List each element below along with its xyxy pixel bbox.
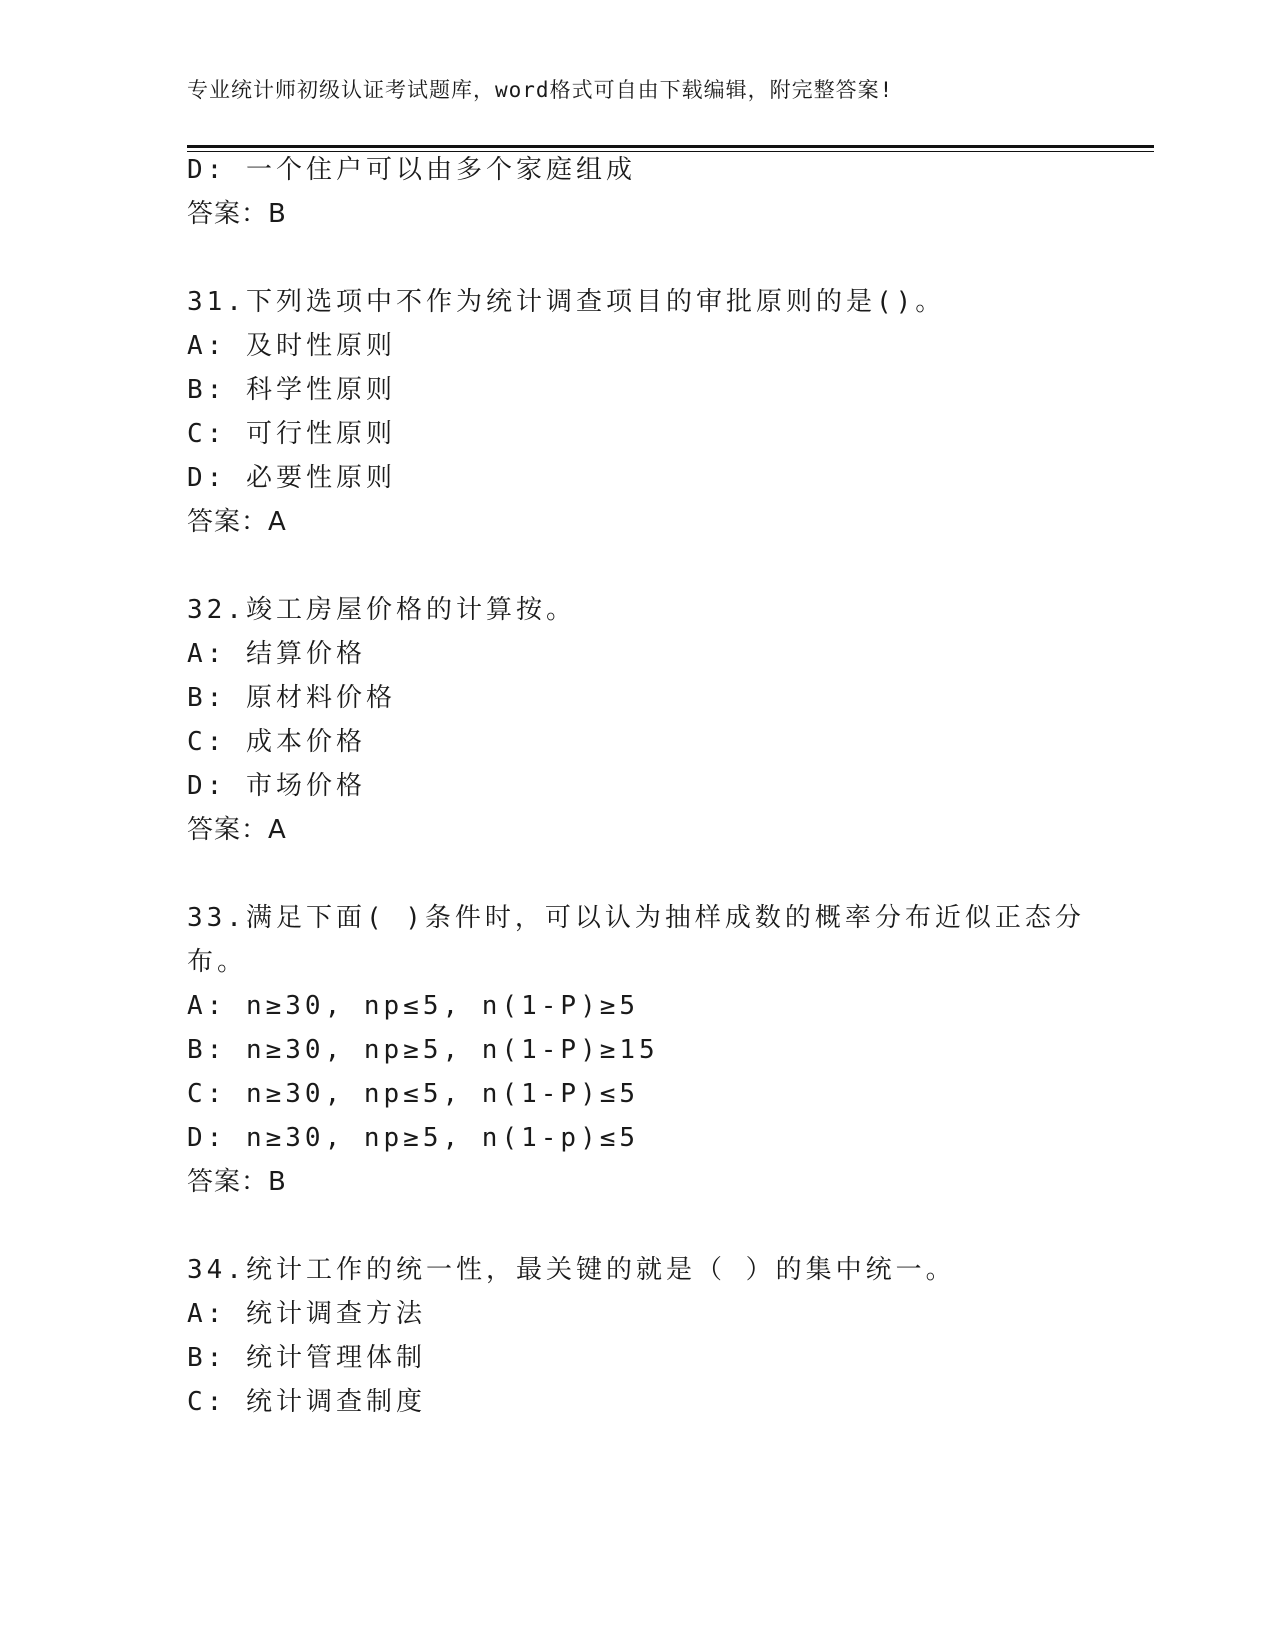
q31-option-d: D: 必要性原则: [187, 463, 396, 493]
page-header: 专业统计师初级认证考试题库，word格式可自由下载编辑，附完整答案!: [187, 78, 894, 102]
q34-option-a: A: 统计调查方法: [187, 1299, 426, 1329]
q31-option-c: C: 可行性原则: [187, 419, 396, 449]
q33-stem-line2: 布。: [187, 947, 248, 977]
q31-answer: 答案：A: [187, 507, 287, 537]
q31-option-a: A: 及时性原则: [187, 331, 396, 361]
q33-option-c: C: n≥30, np≤5, n(1-P)≤5: [187, 1079, 640, 1109]
q33-option-b: B: n≥30, np≥5, n(1-P)≥15: [187, 1035, 659, 1065]
q31-stem: 31.下列选项中不作为统计调查项目的审批原则的是()。: [187, 287, 946, 317]
q33-answer: 答案：B: [187, 1167, 287, 1197]
q32-option-b: B: 原材料价格: [187, 683, 396, 713]
header-rule-thick: [187, 145, 1154, 148]
q32-option-d: D: 市场价格: [187, 771, 366, 801]
q32-option-a: A: 结算价格: [187, 639, 366, 669]
q33-stem-line1: 33.满足下面( )条件时，可以认为抽样成数的概率分布近似正态分: [187, 903, 1085, 933]
header-rule-thin: [187, 151, 1154, 152]
q34-stem: 34.统计工作的统一性，最关键的就是（ ）的集中统一。: [187, 1255, 956, 1285]
q34-option-b: B: 统计管理体制: [187, 1343, 426, 1373]
prev-option-d: D: 一个住户可以由多个家庭组成: [187, 155, 636, 185]
q34-option-c: C: 统计调查制度: [187, 1387, 426, 1417]
q32-stem: 32.竣工房屋价格的计算按。: [187, 595, 576, 625]
q32-option-c: C: 成本价格: [187, 727, 366, 757]
q33-option-d: D: n≥30, np≥5, n(1-p)≤5: [187, 1123, 640, 1153]
q33-option-a: A: n≥30, np≤5, n(1-P)≥5: [187, 991, 640, 1021]
q32-answer: 答案：A: [187, 815, 287, 845]
prev-answer: 答案：B: [187, 199, 287, 229]
q31-option-b: B: 科学性原则: [187, 375, 396, 405]
